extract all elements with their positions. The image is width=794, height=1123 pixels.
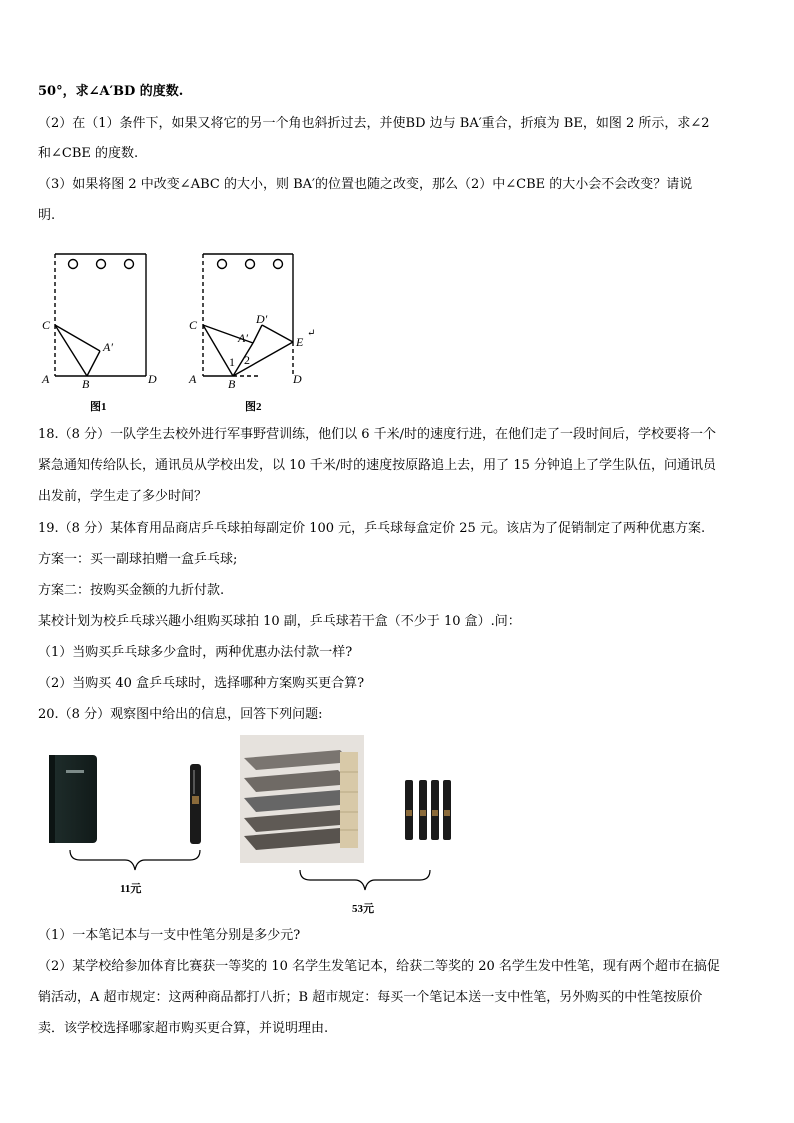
brace-2-icon	[300, 870, 430, 890]
fig1-CA1	[55, 325, 100, 351]
return-mark-icon: ↵	[307, 328, 316, 339]
q20-line-1: 20.（8 分）观察图中给出的信息，回答下列问题:	[38, 707, 323, 722]
q19-line-3: 方案二：按购买金额的九折付款.	[38, 583, 225, 598]
q17-line-2: （2）在（1）条件下，如果又将它的另一个角也斜折过去，并使BD 边与 BA′重合，折痕为 BE，如图 2 所示，求∠2	[38, 116, 710, 131]
q17-line-3: 和∠CBE 的度数.	[38, 146, 139, 161]
q20-line-5: 卖．该学校选择哪家超市购买更合算，并说明理由.	[38, 1021, 329, 1036]
q20-line-4: 销活动，A 超市规定：这两种商品都打八折；B 超市规定：每买一个笔记本送一支中性笔，另外购买的中性笔按原价	[38, 990, 703, 1005]
q18-line-2: 紧急通知传给队长，通讯员从学校出发，以 10 千米/时的速度按原路追上去，用了 15 分钟追上了学生队伍，问通讯员	[38, 458, 716, 473]
fig1-hole-1	[69, 260, 78, 269]
q17-line-5: 明.	[38, 208, 56, 223]
fig2-label-D: D	[293, 372, 302, 386]
q18-line-1: 18.（8 分）一队学生去校外进行军事野营训练，他们以 6 千米/时的速度行进，在他们走了一段时间后，学校要将一个	[38, 427, 716, 442]
notebook-stack-image	[240, 735, 364, 863]
q19-line-1: 19.（8 分）某体育用品商店乒乓球拍每副定价 100 元，乒乓球每盒定价 25 元。该店为了促销制定了两种优惠方案.	[38, 521, 706, 536]
fig1-crease-CB	[55, 325, 87, 376]
q18-line-3: 出发前，学生走了多少时间？	[38, 489, 208, 504]
q19-line-2: 方案一：买一副球拍赠一盒乒乓球;	[38, 552, 238, 567]
fig1-label-A: A	[42, 372, 50, 386]
q20-product-images	[0, 730, 794, 920]
fig2-label-E: E	[296, 335, 304, 349]
fig2-label-angle-1: 1	[229, 355, 235, 369]
q19-line-4: 某校计划为校乒乓球兴趣小组购买球拍 10 副，乒乓球若干盒（不少于 10 盒）.问：	[38, 614, 521, 629]
fig1-label-D: D	[148, 372, 157, 386]
fig2-hole-2	[246, 260, 255, 269]
q17-line-1: 50°，求∠A′BD 的度数.	[38, 84, 184, 99]
fig1-hole-3	[125, 260, 134, 269]
fig2-hole-1	[218, 260, 227, 269]
fig2-label-A: A	[189, 372, 197, 386]
q20-line-3: （2）某学校给参加体育比赛获一等奖的 10 名学生发笔记本，给获二等奖的 20 名学生发中性笔，现有两个超市在搞促	[38, 959, 720, 974]
fig2-label-D1: D′	[256, 312, 268, 326]
fig2-label-A1: A′	[238, 331, 248, 345]
fig1-label-C: C	[42, 318, 51, 332]
q17-line-4: （3）如果将图 2 中改变∠ABC 的大小，则 BA′的位置也随之改变，那么（2）中∠CBE 的大小会不会改变？请说	[38, 177, 693, 192]
price-11-label: 11元	[120, 883, 142, 895]
brace-1-icon	[70, 850, 200, 870]
fig1-hole-2	[97, 260, 106, 269]
notebook-image	[49, 755, 97, 843]
fig1-A1B	[87, 351, 100, 376]
fig1-label-A1: A′	[103, 340, 113, 354]
q19-line-5: （1）当购买乒乓球多少盒时，两种优惠办法付款一样?	[38, 645, 353, 660]
fig2-caption: 图2	[245, 401, 262, 413]
price-53-label: 53元	[352, 903, 374, 915]
figure-1	[55, 254, 146, 376]
fig2-label-angle-2: 2	[244, 353, 250, 367]
fig1-label-B: B	[82, 377, 90, 391]
fig2-crease-BE	[233, 342, 293, 376]
fig2-label-C: C	[189, 318, 198, 332]
fig2-A1D1	[253, 325, 262, 343]
fig2-label-B: B	[228, 377, 236, 391]
q19-line-6: （2）当购买 40 盒乒乓球时，选择哪种方案购买更合算?	[38, 676, 365, 691]
pen-image	[190, 764, 201, 844]
fig2-hole-3	[274, 260, 283, 269]
fig2-D1E	[262, 325, 293, 342]
four-pens-image	[405, 780, 451, 840]
fig1-caption: 图1	[90, 401, 107, 413]
q20-line-2: （1）一本笔记本与一支中性笔分别是多少元?	[38, 928, 301, 943]
q17-figures	[0, 240, 794, 420]
